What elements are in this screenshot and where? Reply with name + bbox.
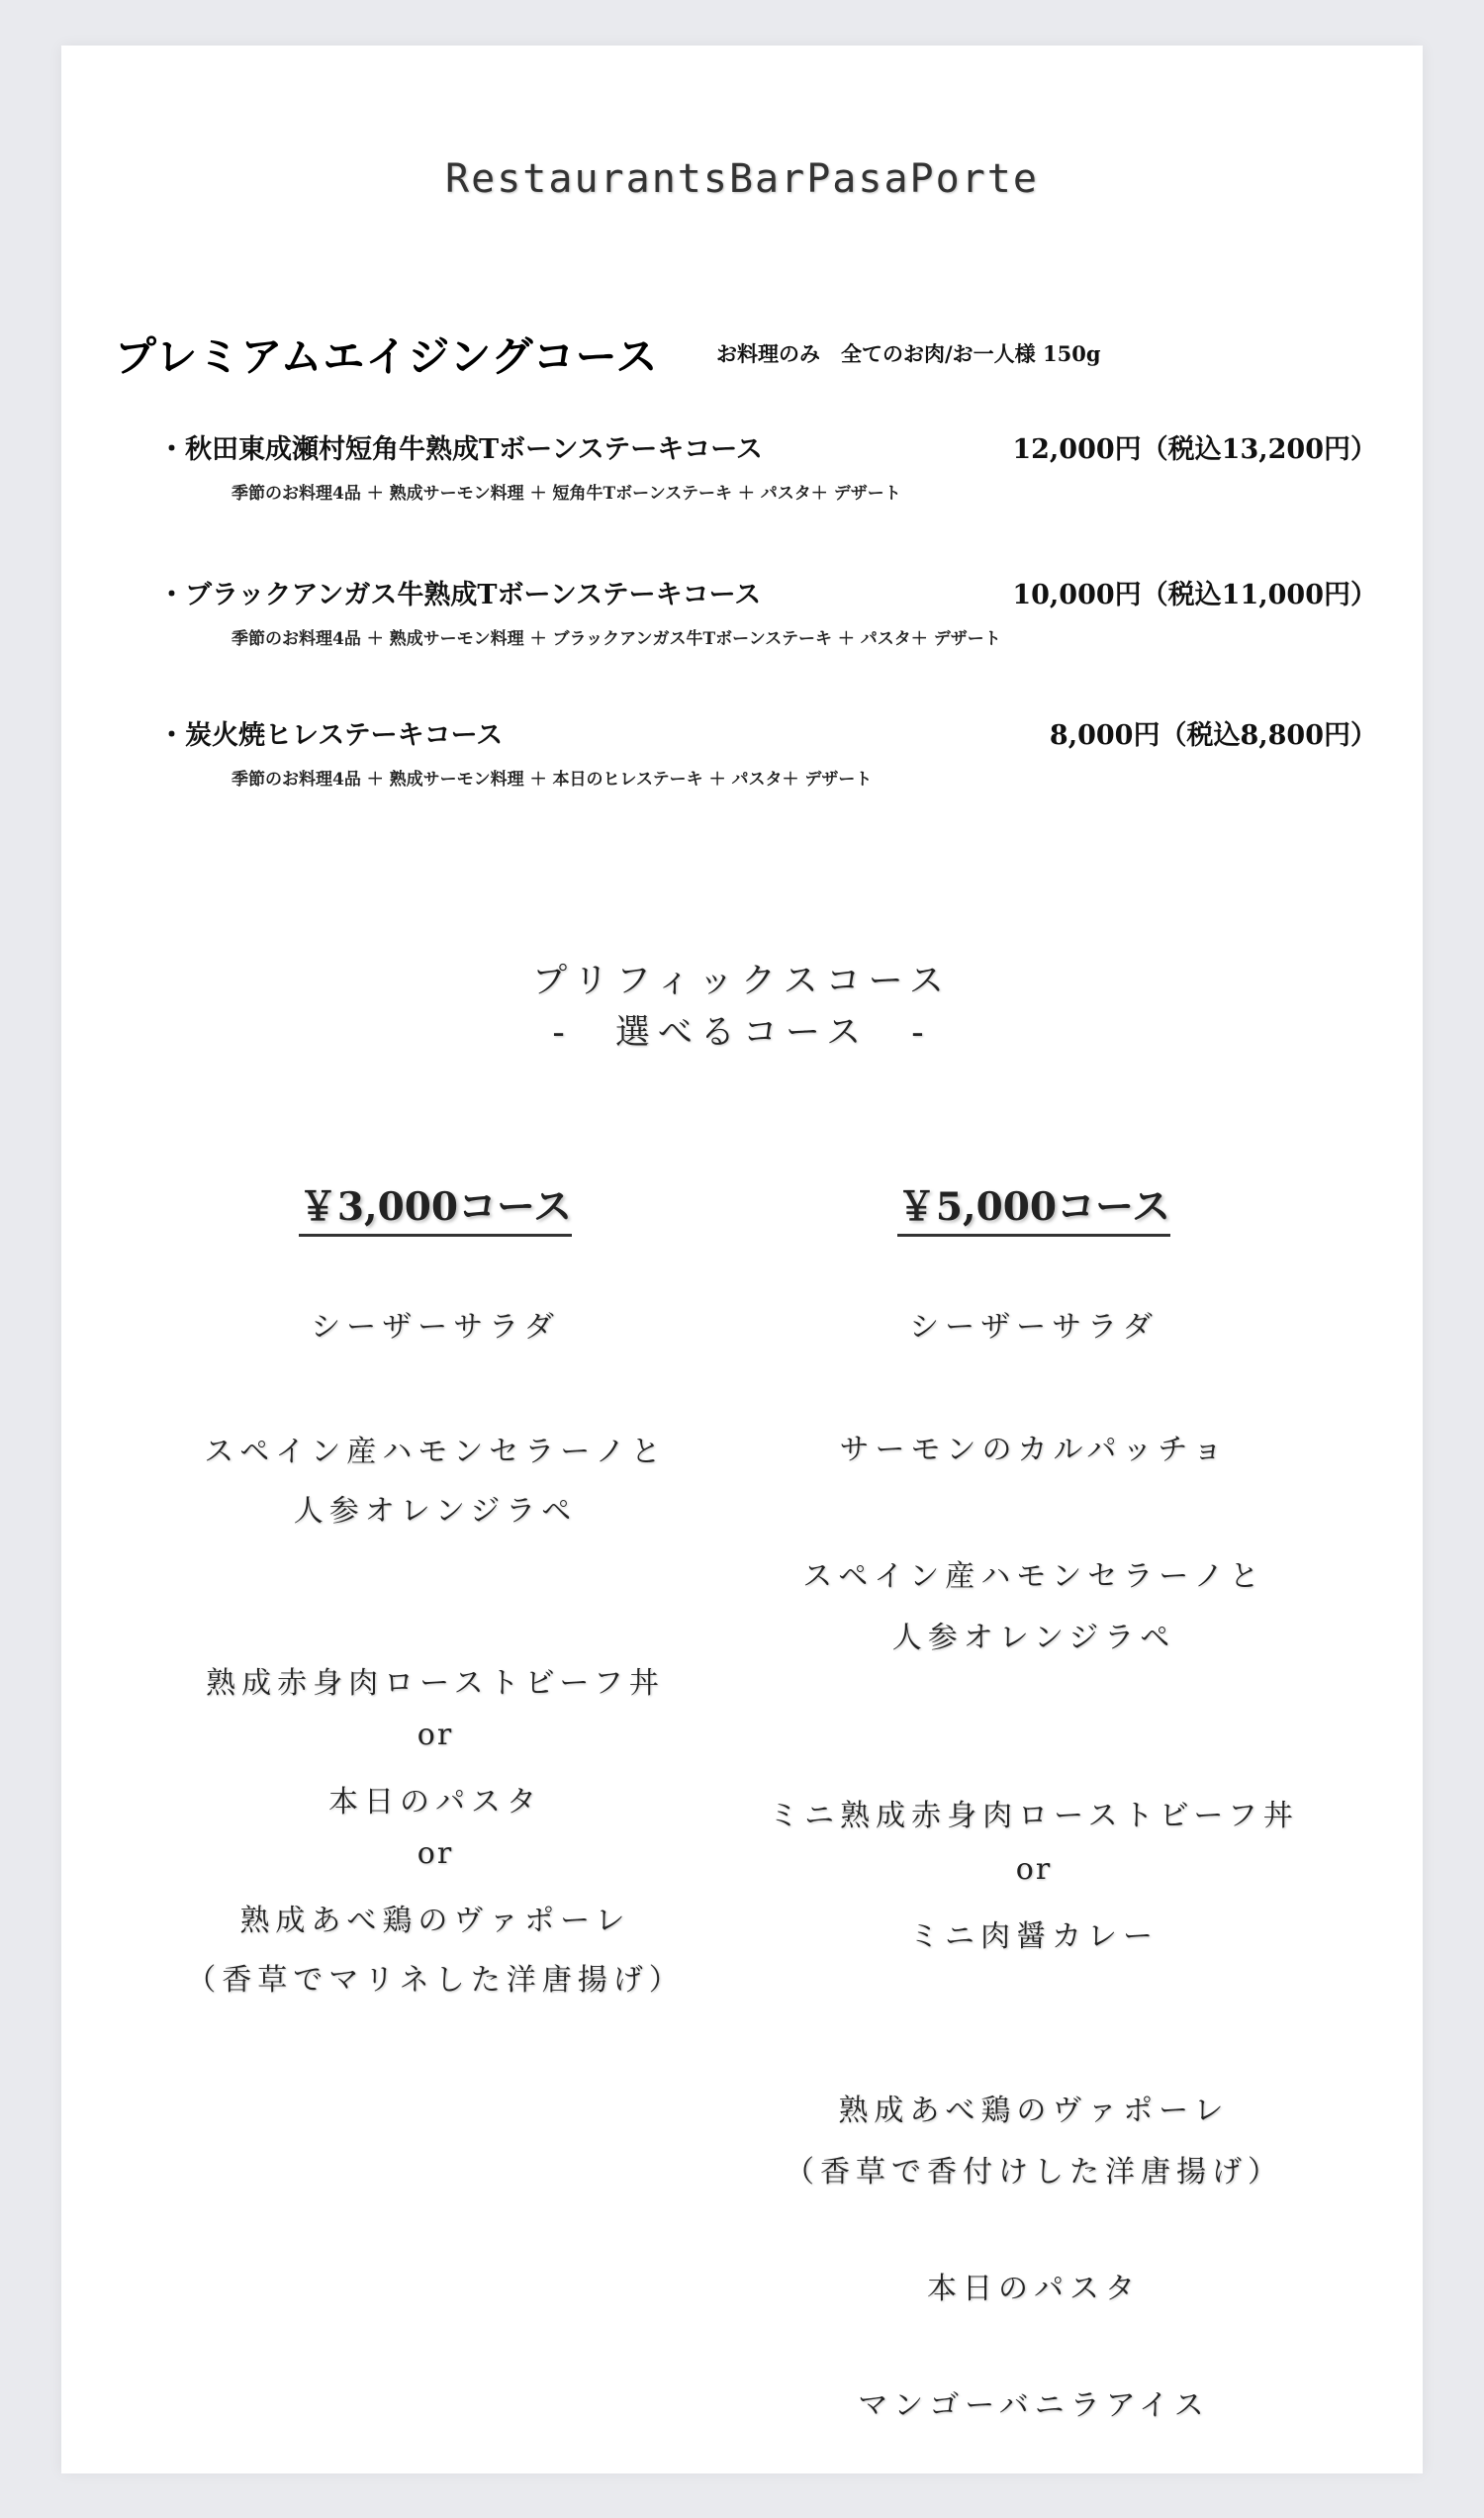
course-description: 季節のお料理4品 ＋ 熟成サーモン料理 ＋ 短角牛Tボーンステーキ ＋ パスタ＋ デザート bbox=[232, 484, 901, 504]
menu-or: or bbox=[417, 1836, 454, 1871]
menu-line: 熟成あべ鶏のヴァポーレ bbox=[838, 2094, 1230, 2128]
course-description: 季節のお料理4品 ＋ 熟成サーモン料理 ＋ 本日のヒレステーキ ＋ パスタ＋ デザート bbox=[232, 770, 873, 790]
premium-course-title: プレミアムエイジングコース bbox=[115, 332, 659, 381]
course-5000-column bbox=[737, 1134, 1331, 2450]
course-price: 12,000円（税込13,200円） bbox=[1012, 434, 1377, 465]
menu-line: （香草で香付けした洋唐揚げ） bbox=[785, 2155, 1283, 2190]
menu-line: 本日のパスタ bbox=[927, 2272, 1141, 2306]
menu-line: ミニ熟成赤身肉ローストビーフ丼 bbox=[769, 1799, 1299, 1833]
prixfixe-title: プリフィックスコース bbox=[532, 962, 952, 1001]
course-name: ・炭火焼ヒレステーキコース bbox=[158, 720, 504, 751]
menu-or: or bbox=[417, 1718, 454, 1752]
course-3000-column bbox=[139, 1134, 732, 2450]
course-price: 8,000円（税込8,800円） bbox=[1049, 720, 1377, 751]
menu-line: 人参オレンジラペ bbox=[293, 1494, 578, 1529]
menu-line: スペイン産ハモンセラーノと bbox=[204, 1435, 667, 1469]
menu-line: シーザーサラダ bbox=[311, 1310, 560, 1345]
menu-or: or bbox=[1015, 1852, 1053, 1887]
menu-line: マンゴーバニラアイス bbox=[858, 2388, 1210, 2423]
menu-line: ミニ肉醤カレー bbox=[909, 1919, 1159, 1954]
course-3000-heading: ￥3,000コース bbox=[139, 1176, 732, 1237]
course-name: ・秋田東成瀬村短角牛熟成Tボーンステーキコース bbox=[158, 434, 763, 465]
menu-page bbox=[61, 46, 1423, 2473]
menu-line: スペイン産ハモンセラーノと bbox=[802, 1559, 1265, 1594]
course-item bbox=[158, 427, 1377, 507]
menu-line: （香草でマリネした洋唐揚げ） bbox=[186, 1963, 685, 1998]
course-name: ・ブラックアンガス牛熟成Tボーンステーキコース bbox=[158, 580, 762, 610]
menu-line: 人参オレンジラペ bbox=[891, 1621, 1176, 1655]
menu-line: シーザーサラダ bbox=[909, 1310, 1159, 1345]
prixfixe-subtitle: - 選べるコース - bbox=[552, 1013, 932, 1053]
course-item bbox=[158, 573, 1377, 652]
course-5000-heading: ￥5,000コース bbox=[737, 1176, 1331, 1237]
premium-course-note: お料理のみ 全てのお肉/お一人様 150g bbox=[716, 341, 1101, 366]
restaurant-name: RestaurantsBarPasaPorte bbox=[445, 156, 1039, 202]
course-description: 季節のお料理4品 ＋ 熟成サーモン料理 ＋ ブラックアンガス牛Tボーンステーキ ＋ パスタ＋ デザート bbox=[232, 629, 1001, 649]
menu-line: 本日のパスタ bbox=[328, 1785, 542, 1819]
menu-line: サーモンのカルパッチョ bbox=[839, 1433, 1229, 1467]
menu-line: 熟成あべ鶏のヴァポーレ bbox=[239, 1904, 631, 1938]
menu-line: 熟成赤身肉ローストビーフ丼 bbox=[206, 1666, 665, 1701]
course-price: 10,000円（税込11,000円） bbox=[1012, 580, 1377, 610]
course-item bbox=[158, 713, 1377, 793]
